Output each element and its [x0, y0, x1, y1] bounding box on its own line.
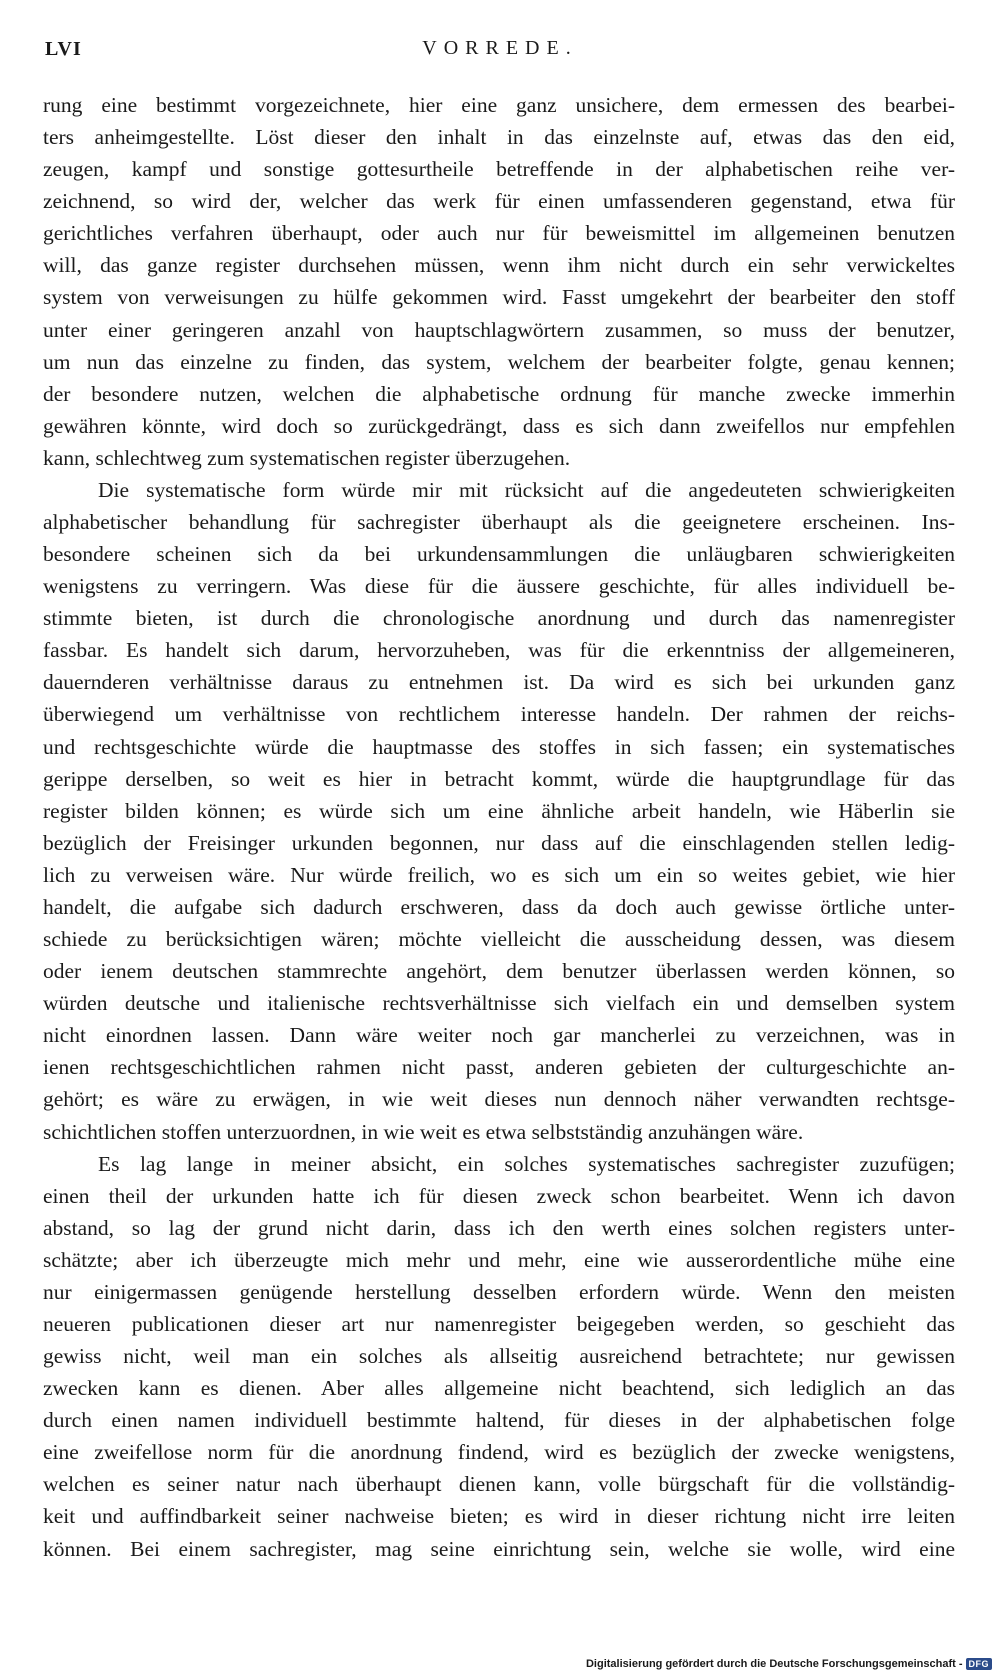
- text-line: Die systematische form würde mir mit rücksicht auf die angedeuteten schwierigkeiten: [98, 477, 955, 502]
- text-line: besondere scheinen sich da bei urkundensammlungen die unläugbaren schwierigkeiten: [43, 542, 955, 567]
- text-line: welchen es seiner natur nach überhaupt dienen kann, volle bürgschaft für die vollständig-: [43, 1472, 955, 1497]
- text-line: oder ienem deutschen stammrechte angehört, dem benutzer überlassen werden können, so: [43, 959, 955, 984]
- body-text: [43, 89, 955, 1565]
- dfg-logo-icon: DFG: [966, 1658, 993, 1670]
- text-line: einen theil der urkunden hatte ich für diesen zweck schon bearbeitet. Wenn ich davon: [43, 1183, 955, 1208]
- text-line: nur einigermassen genügende herstellung desselben erfordern würde. Wenn den meisten: [43, 1279, 955, 1304]
- text-line: gewiss nicht, weil man ein solches als allseitig ausreichend betrachtete; nur gewissen: [43, 1344, 955, 1369]
- credit-text: Digitalisierung gefördert durch die Deutsche Forschungsgemeinschaft -: [585, 1658, 963, 1670]
- text-line: dauernderen verhältnisse daraus zu entnehmen ist. Da wird es sich bei urkunden ganz: [43, 670, 955, 695]
- paragraph: [43, 89, 955, 474]
- page-number: LVI: [45, 38, 82, 60]
- running-title: VORREDE.: [422, 37, 578, 59]
- text-line: können. Bei einem sachregister, mag seine einrichtung sein, welche sie wolle, wird eine: [43, 1536, 955, 1561]
- text-line: handelt, die aufgabe sich dadurch erschweren, dass da doch auch gewisse örtliche unter-: [43, 894, 955, 919]
- text-line: und rechtsgeschichte würde die hauptmasse des stoffes in sich fassen; ein systematisches: [43, 734, 955, 759]
- text-line: zeugen, kampf und sonstige gottesurtheile betreffende in der alphabetischen reihe ver-: [43, 157, 955, 182]
- text-line: schichtlichen stoffen unterzuordnen, in wie weit es etwa selbstständig anzuhängen wäre.: [43, 1119, 804, 1144]
- text-line: gehört; es wäre zu erwägen, in wie weit dieses nun dennoch näher verwandten rechtsge-: [43, 1087, 955, 1112]
- text-line: ienen rechtsgeschichtlichen rahmen nicht passt, anderen gebieten der culturgeschichte an-: [43, 1055, 955, 1080]
- text-line: abstand, so lag der grund nicht darin, dass ich den werth eines solchen registers unter-: [43, 1215, 955, 1240]
- text-line: stimmte bieten, ist durch die chronologische anordnung und durch das namenregister: [43, 606, 955, 631]
- text-line: bezüglich der Freisinger urkunden begonnen, nur dass auf die einschlagenden stellen ledig-: [43, 830, 955, 855]
- text-line: Es lag lange in meiner absicht, ein solches systematisches sachregister zuzufügen;: [98, 1151, 955, 1176]
- text-line: unter einer geringeren anzahl von hauptschlagwörtern zusammen, so muss der benutzer,: [43, 317, 955, 342]
- text-line: kann, schlechtweg zum systematischen register überzugehen.: [43, 445, 571, 470]
- paragraph: [43, 474, 955, 1148]
- text-line: würden deutsche und italienische rechtsverhältnisse sich vielfach ein und demselben system: [43, 991, 955, 1016]
- text-line: zeichnend, so wird der, welcher das werk für einen umfassenderen gegenstand, etwa für: [43, 189, 955, 214]
- digitization-credit: [586, 1658, 992, 1670]
- text-line: nicht einordnen lassen. Dann wäre weiter noch gar mancherlei zu verzeichnen, was in: [43, 1023, 955, 1048]
- paragraph: [43, 1148, 955, 1565]
- text-line: will, das ganze register durchsehen müssen, wenn ihm nicht durch ein sehr verwickeltes: [43, 253, 955, 278]
- text-line: eine zweifellose norm für die anordnung findend, wird es bezüglich der zwecke wenigstens,: [43, 1440, 955, 1465]
- text-line: schiede zu berücksichtigen wären; möchte vielleicht die ausscheidung dessen, was diesem: [43, 927, 955, 952]
- text-line: system von verweisungen zu hülfe gekommen wird. Fasst umgekehrt der bearbeiter den stoff: [43, 285, 955, 310]
- text-line: gewähren könnte, wird doch so zurückgedrängt, dass es sich dann zweifellos nur empfehlen: [43, 413, 955, 438]
- text-line: fassbar. Es handelt sich darum, hervorzuheben, was für die erkenntniss der allgemeineren,: [43, 638, 955, 663]
- text-line: gerichtliches verfahren überhaupt, oder auch nur für beweismittel im allgemeinen benutzen: [43, 221, 955, 246]
- text-line: keit und auffindbarkeit seiner nachweise bieten; es wird in dieser richtung nicht irre leiten: [43, 1504, 955, 1529]
- text-line: der besondere nutzen, welchen die alphabetische ordnung für manche zwecke immerhin: [43, 381, 955, 406]
- text-line: durch einen namen individuell bestimmte haltend, für dieses in der alphabetischen folge: [43, 1408, 955, 1433]
- text-line: lich zu verweisen wäre. Nur würde freilich, wo es sich um ein so weites gebiet, wie hier: [43, 862, 955, 887]
- text-line: register bilden können; es würde sich um eine ähnliche arbeit handeln, wie Häberlin sie: [43, 798, 955, 823]
- text-line: zwecken kann es dienen. Aber alles allgemeine nicht beachtend, sich lediglich an das: [43, 1376, 955, 1401]
- text-line: schätzte; aber ich überzeugte mich mehr und mehr, eine wie ausserordentliche mühe eine: [43, 1247, 955, 1272]
- text-line: überwiegend um verhältnisse von rechtlichem interesse handeln. Der rahmen der reichs-: [43, 702, 955, 727]
- text-line: ters anheimgestellte. Löst dieser den inhalt in das einzelnste auf, etwas das den eid,: [43, 125, 955, 150]
- text-line: gerippe derselben, so weit es hier in betracht kommt, würde die hauptgrundlage für das: [43, 766, 955, 791]
- text-line: alphabetischer behandlung für sachregister überhaupt als die geeignetere erscheinen. Ins-: [43, 510, 955, 535]
- text-line: rung eine bestimmt vorgezeichnete, hier eine ganz unsichere, dem ermessen des bearbei-: [43, 93, 955, 117]
- text-line: um nun das einzelne zu finden, das system, welchem der bearbeiter folgte, genau kennen;: [43, 349, 955, 374]
- text-line: wenigstens zu verringern. Was diese für die äussere geschichte, für alles individuell be-: [43, 574, 955, 599]
- text-line: neueren publicationen dieser art nur namenregister beigegeben werden, so geschieht das: [43, 1311, 955, 1336]
